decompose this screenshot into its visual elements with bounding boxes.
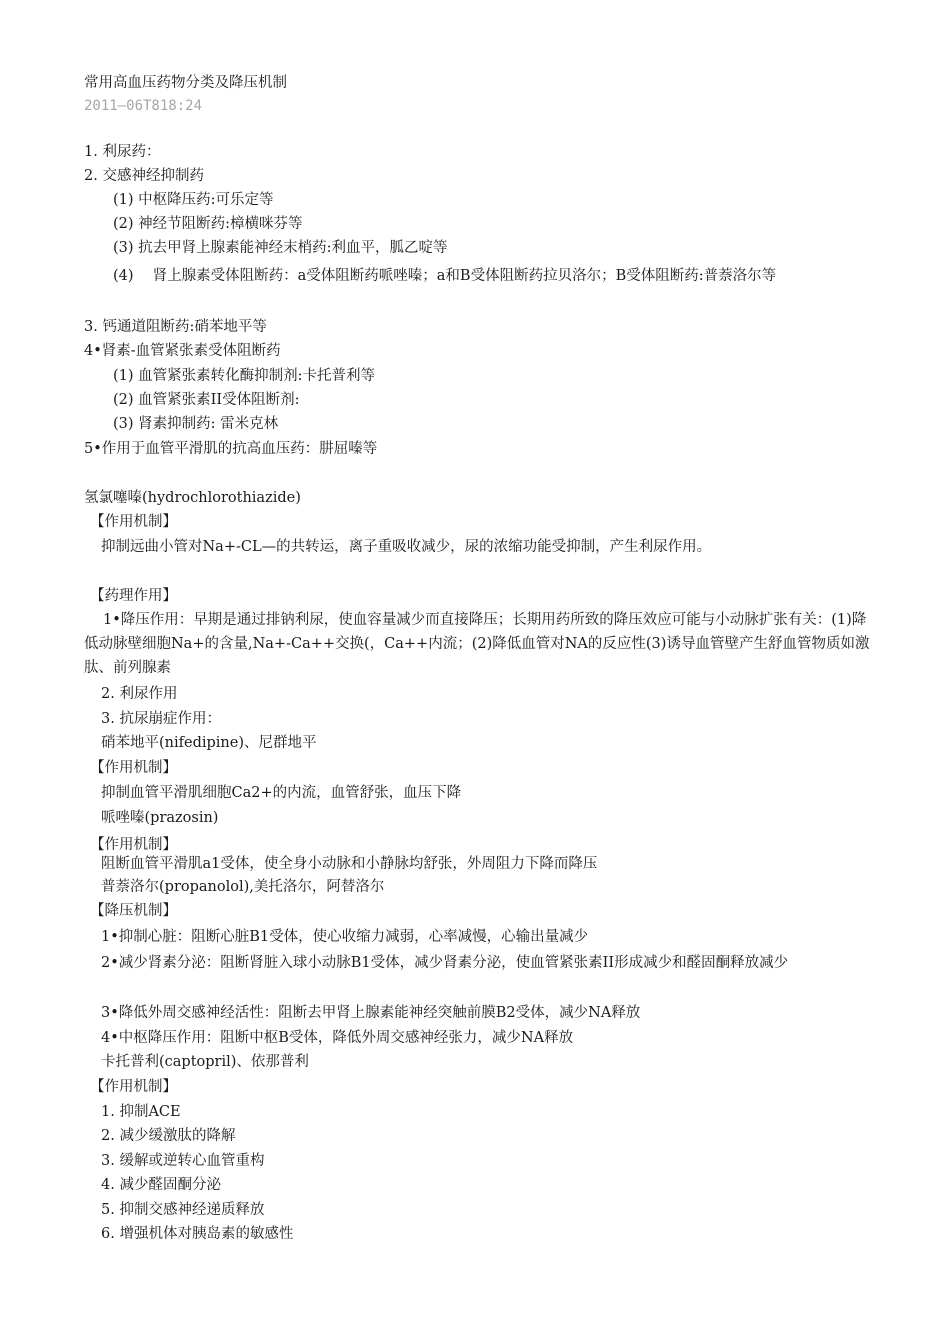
class-item-4-3: (3) 肾素抑制药: 雷米克林 [113, 416, 279, 432]
page-title: 常用高血压药物分类及降压机制 [84, 75, 287, 91]
class-item-2-3: (3) 抗去甲肾上腺素能神经末梢药:利血平，胍乙啶等 [113, 240, 448, 256]
mechanism-item-3: 3. 缓解或逆转心血管重构 [101, 1153, 265, 1169]
drug-name-captopril: 卡托普利(captopril)、依那普利 [101, 1054, 309, 1070]
pharm-item-1: 1•降压作用：早期是通过排钠利尿，使血容量减少而直接降压；长期用药所致的降压效应可能与小动脉扩张有关：(1)降低动脉壁细胞Na+的含量,Na+-Ca++交换(，Ca++内流；(2)降低血管对NA的反应性(3)诱导血管壁产生舒血管物质如激肽、前列腺素 [84, 612, 870, 676]
mechanism-item-3: 3•降低外周交感神经活性：阻断去甲肾上腺素能神经突触前膜B2受体，减少NA释放 [101, 1005, 641, 1021]
class-item-2: 2. 交感神经抑制药 [84, 168, 204, 184]
mechanism-item-2: 2•减少肾素分泌：阻断肾脏入球小动脉B1受体，减少肾素分泌，使血管紧张素II形成减少和醛固酮释放减少 [101, 955, 789, 971]
class-item-3: 3. 钙通道阻断药:硝苯地平等 [84, 319, 267, 335]
mechanism-item-4: 4. 减少醛固酮分泌 [101, 1177, 221, 1193]
pharm-item-3: 3. 抗尿崩症作用： [101, 711, 221, 727]
class-item-5: 5•作用于血管平滑肌的抗高血压药：肼屈嗪等 [84, 441, 378, 457]
class-item-4-2: (2) 血管紧张素II受体阻断剂: [113, 392, 300, 408]
class-item-2-1: (1) 中枢降压药:可乐定等 [113, 192, 274, 208]
drug-name-nifedipine: 硝苯地平(nifedipine)、尼群地平 [101, 735, 317, 751]
section-heading: 【降压机制】 [90, 903, 177, 919]
pharm-item-2: 2. 利尿作用 [101, 686, 178, 702]
mechanism-text: 抑制血管平滑肌细胞Ca2+的内流，血管舒张，血压下降 [101, 785, 462, 801]
class-item-2-4: (4) 肾上腺素受体阻断药：a受体阻断药哌唑嗪；a和B受体阻断药拉贝洛尔；B受体阻断药:普萘洛尔等 [113, 268, 777, 284]
mechanism-item-6: 6. 增强机体对胰岛素的敏感性 [101, 1226, 294, 1242]
mechanism-text: 抑制远曲小管对Na+-CL—的共转运，离子重吸收减少，尿的浓缩功能受抑制，产生利尿作用。 [101, 539, 712, 555]
drug-name-prazosin: 哌唑嗪(prazosin) [101, 810, 219, 826]
class-item-4-1: (1) 血管紧张素转化酶抑制剂:卡托普利等 [113, 368, 376, 384]
class-item-1: 1. 利尿药： [84, 144, 161, 160]
class-item-4: 4•肾素-血管紧张素受体阻断药 [84, 343, 281, 359]
mechanism-item-2: 2. 减少缓激肽的降解 [101, 1128, 236, 1144]
drug-name-propranolol: 普萘洛尔(propanolol),美托洛尔，阿替洛尔 [101, 879, 385, 895]
section-heading: 【作用机制】 [90, 760, 177, 776]
drug-name-hctz: 氢氯噻嗪(hydrochlorothiazide) [84, 490, 301, 506]
mechanism-item-5: 5. 抑制交感神经递质释放 [101, 1202, 265, 1218]
mechanism-item-1: 1. 抑制ACE [101, 1104, 181, 1120]
mechanism-item-4: 4•中枢降压作用：阻断中枢B受体，降低外周交感神经张力，减少NA释放 [101, 1030, 574, 1046]
mechanism-item-1: 1•抑制心脏：阻断心脏B1受体，使心收缩力减弱，心率减慢，心输出量减少 [101, 929, 589, 945]
section-heading: 【药理作用】 [90, 588, 177, 604]
section-heading: 【作用机制】 [90, 514, 177, 530]
mechanism-text: 阻断血管平滑肌a1受体，使全身小动脉和小静脉均舒张，外周阻力下降而降压 [101, 856, 598, 872]
timestamp: 2011—06T818:24 [84, 98, 203, 114]
class-item-2-2: (2) 神经节阻断药:樟横咪芬等 [113, 216, 303, 232]
section-heading: 【作用机制】 [90, 837, 177, 853]
section-heading: 【作用机制】 [90, 1079, 177, 1095]
